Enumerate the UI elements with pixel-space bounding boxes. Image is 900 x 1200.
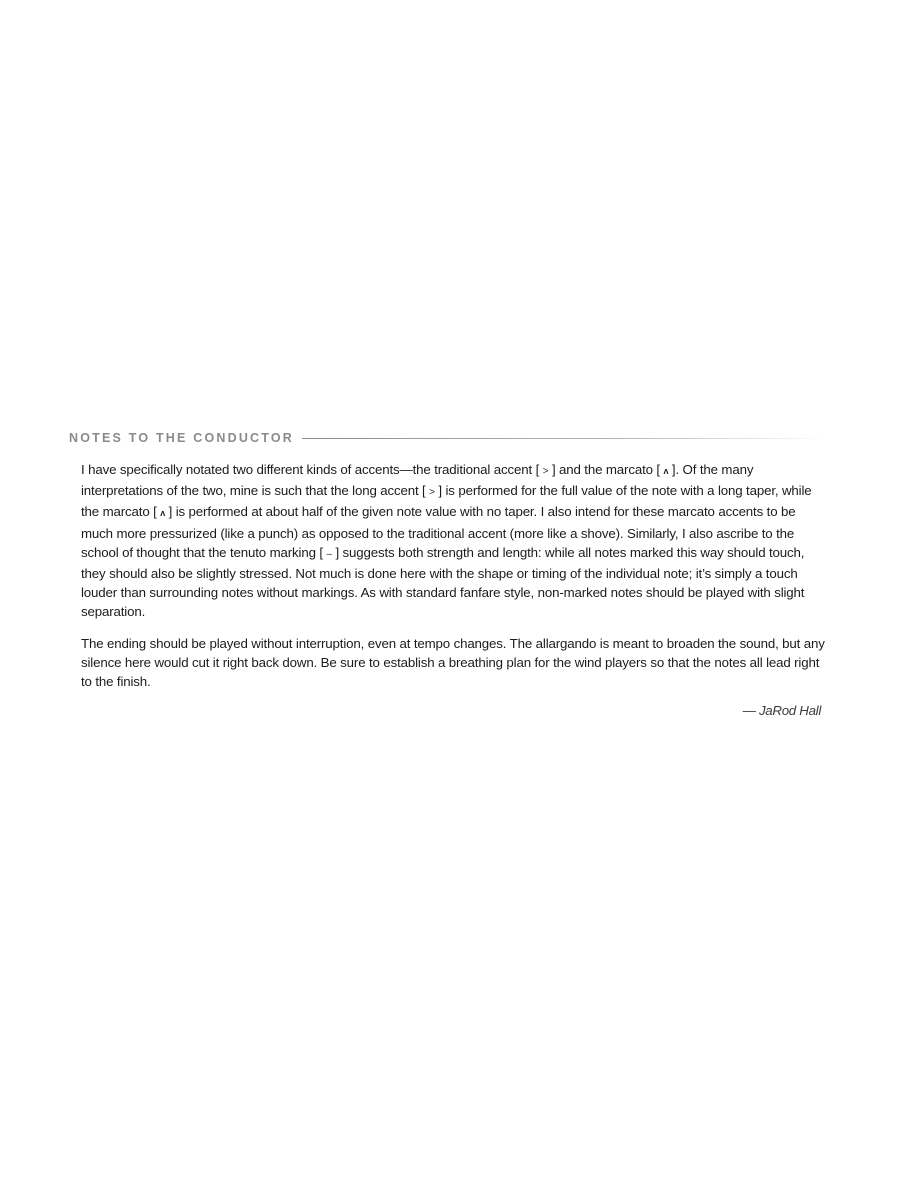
- text-segment: ] and the marcato [: [551, 462, 660, 477]
- notes-body: [81, 460, 829, 718]
- tenuto-symbol: –: [326, 548, 332, 560]
- text-segment: ] is performed for the full value of the note with a long taper, while the marcato [: [81, 483, 812, 520]
- marcato-symbol: ʌ: [160, 508, 166, 519]
- paragraph-ending: The ending should be played without interruption, even at tempo changes. The allargando is meant to broaden the sound, but any silence here would cut it right back down. Be sure to establish a breathing plan for the wind players so that the notes all lead right to the finish.: [81, 635, 825, 690]
- section-divider: [302, 438, 829, 439]
- text-segment: ]. Of the many interpretations of the two, mine is such that the long accent [: [81, 462, 754, 499]
- author-signature: — JaRod Hall: [742, 703, 821, 719]
- paragraph-accents: [81, 460, 829, 622]
- marcato-symbol: ʌ: [663, 466, 669, 476]
- notes-to-conductor-section: [69, 428, 829, 718]
- text-segment: ] suggests both strength and length: while all notes marked this way should touch, they should also be slightly stressed. Not much is done here with the shape or timing of the individual note; it’s simply a touch louder than surrounding notes without markings. As with standard fanfare style, non-marked notes should be played with slight separation.: [81, 544, 805, 620]
- text-segment: ] is performed at about half of the given note value with no taper. I also intend for these marcato accents to be much more pressurized (like a punch) as opposed to the traditional accent (more like a shove). Similarly, I also ascribe to the school of thought that the tenuto marking [: [81, 504, 796, 560]
- text-segment: I have specifically notated two different kinds of accents—the traditional accent [: [81, 462, 540, 477]
- accent-symbol: >: [429, 487, 435, 499]
- section-header: [69, 428, 829, 448]
- accent-symbol: >: [542, 466, 549, 477]
- section-title: NOTES TO THE CONDUCTOR: [69, 431, 295, 445]
